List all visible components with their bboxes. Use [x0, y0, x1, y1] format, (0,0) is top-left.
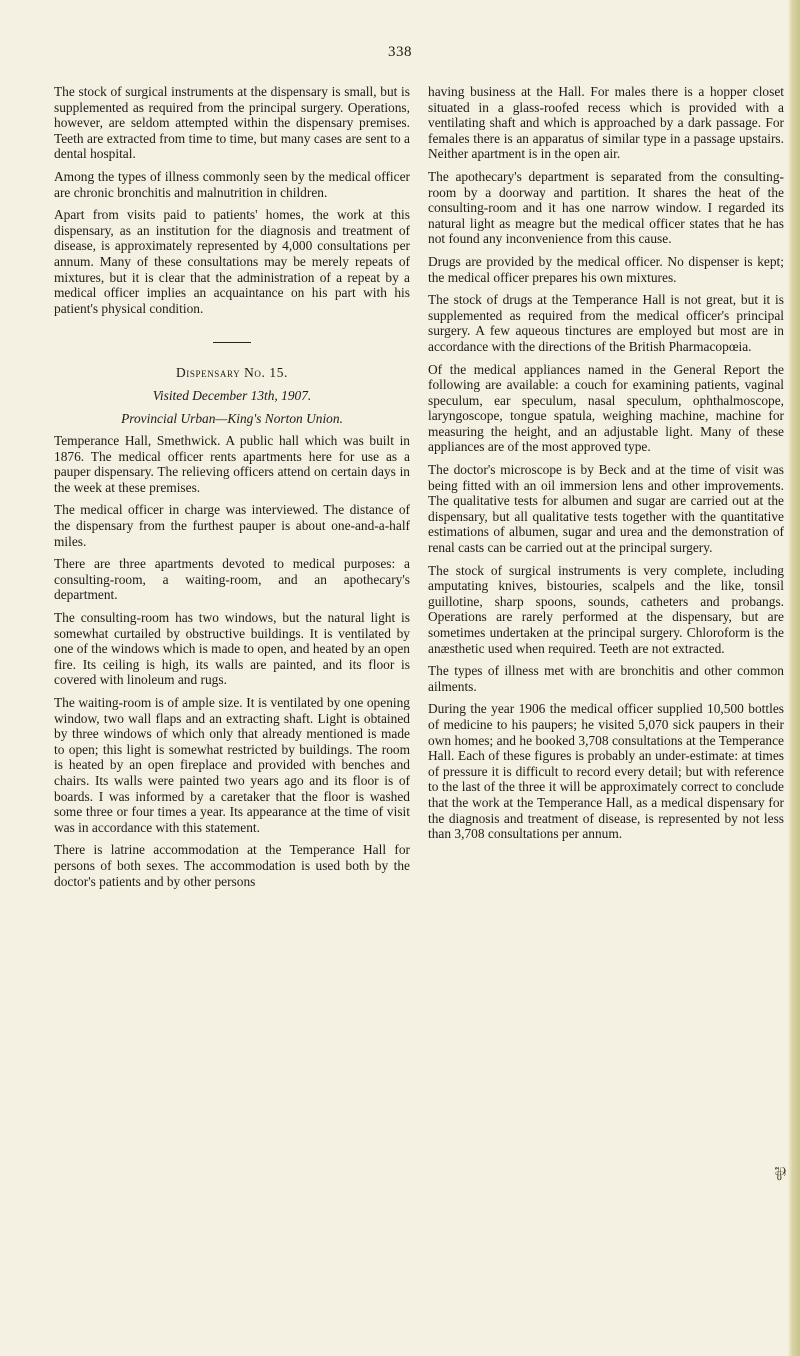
right-column: [428, 84, 784, 849]
left-paragraph: The waiting-room is of ample size. It is ventilated by one opening window, two wall flaps and an extracting shaft. Light is obtained by three windows of which only that already mentioned is made to open; this light is somewhat restricted by buildings. The room is heated by an open fireplace and provided with benches and chairs. Its walls were painted two years ago and its floor is of boards. I was informed by a caretaker that the floor is washed some three or four times a year. Its appearance at the time of visit was in accordance with this statement.: [54, 695, 410, 835]
right-paragraph: Drugs are provided by the medical officer. No dispenser is kept; the medical officer prepares his own mixtures.: [428, 253, 784, 285]
right-paragraph: The doctor's microscope is by Beck and at the time of visit was being fitted with an oil immersion lens and other improvements. The qualitative tests for albumen and sugar are carried out at the dispensary, but all qualitative tests together with the quantitative estimations of albumen, sugar and urea and the demonstration of renal casts can be carried out at the principal surgery.: [428, 462, 784, 556]
page-edge-strip: [788, 0, 800, 1356]
right-paragraph: The stock of drugs at the Temperance Hall is not great, but it is supplemented as required from the medical officer's principal surgery. A few aqueous tinctures are employed but most are in accordance with the directions of the British Pharmacopœia.: [428, 292, 784, 354]
left-paragraph: Among the types of illness commonly seen by the medical officer are chronic bronchitis and malnutrition in children.: [54, 168, 410, 200]
left-paragraph: Temperance Hall, Smethwick. A public hall which was built in 1876. The medical officer rents apartments here for use as a pauper dispensary. The relieving officers attend on certain days in the week at these premises.: [54, 433, 410, 495]
right-paragraph: The types of illness met with are bronchitis and other common ailments.: [428, 663, 784, 694]
left-paragraph: Apart from visits paid to patients' homes, the work at this dispensary, as an institution for the diagnosis and treatment of disease, is approximately represented by 4,000 consultations per annum. Many of these consultations may be merely repeats of mixtures, but it is clear that the administration of a repeat by a medical officer implies an acquaintance on his part with his patient's physical condition.: [54, 207, 410, 316]
left-column: [54, 84, 410, 896]
left-paragraph: The consulting-room has two windows, but the natural light is somewhat curtailed by obstructive buildings. It is ventilated by one of the windows which is made to open, and heated by an open fire. Its ceiling is high, its walls are painted, and its floor is covered with linoleum and rugs.: [54, 610, 410, 688]
visit-date: Visited December 13th, 1907.: [152, 387, 312, 403]
district-line: Provincial Urban—King's Norton Union.: [121, 410, 343, 426]
right-paragraph: The apothecary's department is separated from the consulting-room by a doorway and partition. It shares the heat of the consulting-room and it has one narrow window. I regarded its natural light as meagre but the medical officer states that he has not found any inconvenience from this cause.: [428, 168, 784, 247]
left-paragraph: The stock of surgical instruments at the dispensary is small, but is supplemented as required from the principal surgery. Operations, however, are seldom attempted within the dispensary premises. Teeth are extracted from time to time, but many cases are sent to a dental hospital.: [54, 84, 410, 162]
page-edge-mark: ⅌: [774, 1164, 786, 1184]
right-paragraph: Of the medical appliances named in the General Report the following are available: a couch for examining patients, vaginal speculum, ear speculum, nasal speculum, ophthalmoscope, laryngoscope, tongue spatula, weighing machine, machine for measuring the height, and an adjustable light. Many of these appliances are of the most approved type.: [428, 361, 784, 455]
section-heading: Dispensary No. 15.: [176, 365, 288, 381]
right-paragraph: During the year 1906 the medical officer supplied 10,500 bottles of medicine to his paupers; he visited 5,070 sick paupers in their own homes; and he booked 3,708 consultations at the Temperance Hall. Each of these figures is probably an under-estimate: at times of pressure it is difficult to record every detail; but with reference to the last of the three it will be approximately correct to conclude that the work at the Temperance Hall, as a medical dispensary for the diagnosis and treatment of disease, is represented by not less than 3,708 consultations per annum.: [428, 701, 784, 842]
left-paragraph: There is latrine accommodation at the Temperance Hall for persons of both sexes. The accommodation is used both by the doctor's patients and by other persons: [54, 842, 410, 889]
page-number: 338: [388, 44, 412, 60]
left-paragraph: There are three apartments devoted to medical purposes: a consulting-room, a waiting-room, and an apothecary's department.: [54, 556, 410, 603]
right-paragraph: The stock of surgical instruments is very complete, including amputating knives, bistouries, scalpels and the like, tonsil guillotine, sharp spoons, sounds, catheters and probangs. Operations are rarely performed at the dispensary, but are sometimes undertaken at the principal surgery. Chloroform is the anæsthetic used when required. Teeth are not extracted.: [428, 562, 784, 656]
left-paragraph: The medical officer in charge was interviewed. The distance of the dispensary from the furthest pauper is about one-and-a-half miles.: [54, 502, 410, 549]
right-paragraph: having business at the Hall. For males there is a hopper closet situated in a glass-roofed recess which is provided with a ventilating shaft and which is approached by a dark passage. For females there is an apparatus of similar type in a passage upstairs. Neither apartment is in the open air.: [428, 84, 784, 162]
section-divider: [213, 342, 251, 343]
